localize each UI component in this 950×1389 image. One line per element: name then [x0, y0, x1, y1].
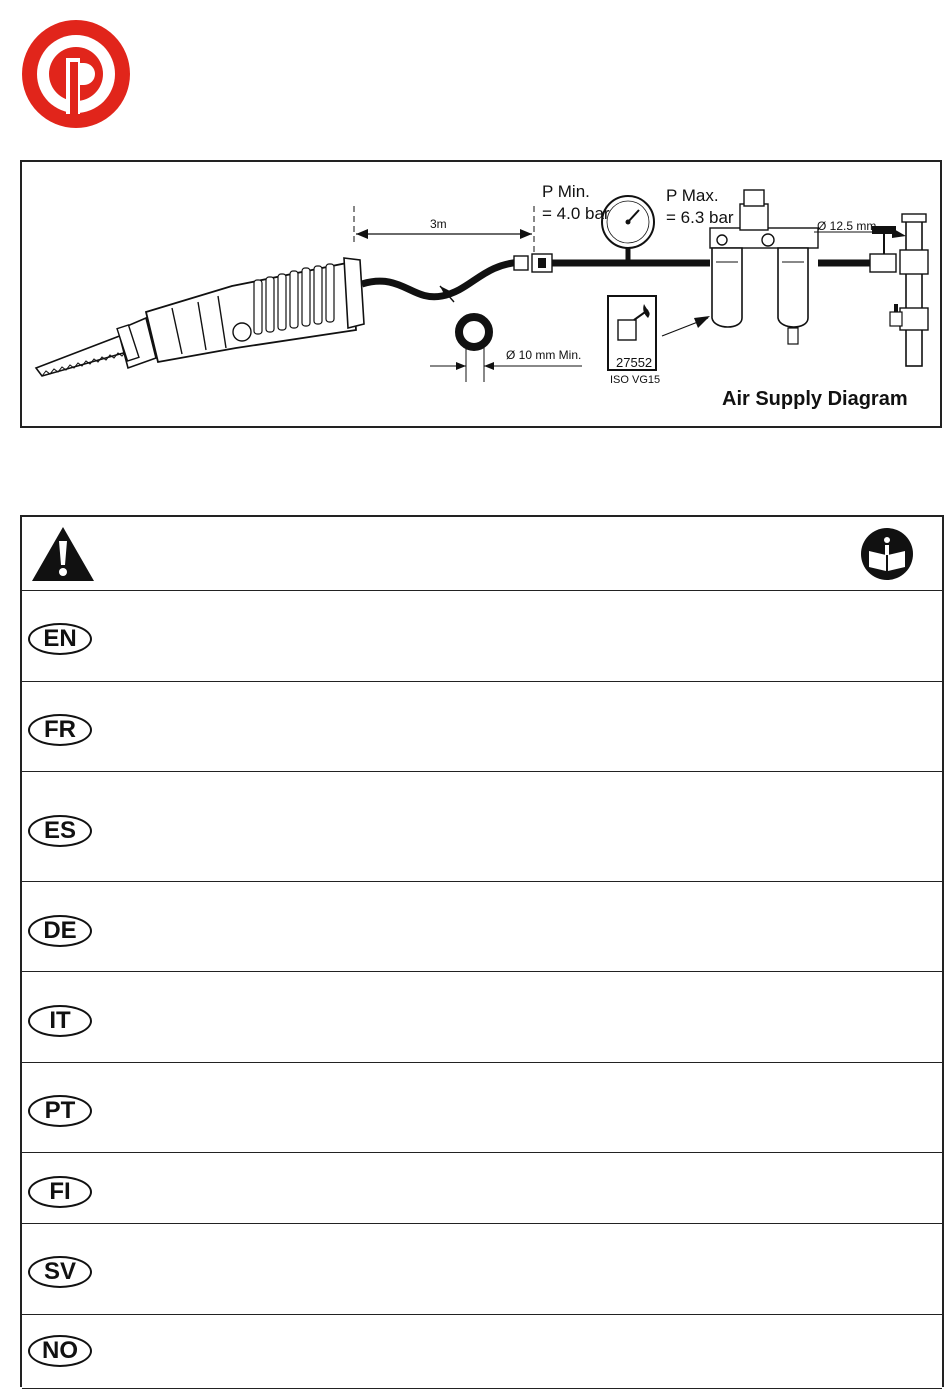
pipe-diameter-label: Ø 12.5 mm [817, 219, 877, 233]
air-supply-diagram [20, 160, 942, 428]
read-manual-icon [860, 527, 914, 581]
hose-length-label: 3m [430, 217, 447, 231]
language-table [20, 515, 944, 1387]
lang-badge-fi: FI [28, 1176, 92, 1208]
p-max-value: = 6.3 bar [666, 208, 734, 227]
lang-row-es [22, 772, 942, 882]
air-supply-illustration [22, 162, 940, 426]
lang-row-fi [22, 1153, 942, 1224]
lang-row-pt [22, 1063, 942, 1153]
hose-diameter-label: Ø 10 mm Min. [506, 348, 582, 362]
lang-badge-it: IT [28, 1005, 92, 1037]
lang-row-en [22, 591, 942, 682]
lang-row-fr [22, 682, 942, 772]
p-min-value: = 4.0 bar [542, 204, 610, 223]
p-max-label: P Max. [666, 186, 719, 205]
safety-header-row [22, 517, 942, 591]
lang-badge-en: EN [28, 623, 92, 655]
lang-badge-es: ES [28, 815, 92, 847]
warning-triangle-icon [30, 525, 96, 583]
lang-row-no [22, 1315, 942, 1389]
lang-badge-no: NO [28, 1335, 92, 1367]
lang-badge-sv: SV [28, 1256, 92, 1288]
lang-badge-de: DE [28, 915, 92, 947]
p-min-label: P Min. [542, 182, 590, 201]
cp-logo-icon [20, 18, 132, 130]
lang-badge-fr: FR [28, 714, 92, 746]
oil-grade-label: ISO VG15 [610, 374, 661, 386]
lang-badge-pt: PT [28, 1095, 92, 1127]
lang-row-sv [22, 1224, 942, 1315]
diagram-title: Air Supply Diagram [722, 388, 908, 410]
lang-row-de [22, 882, 942, 972]
oil-number-label: 27552 [616, 355, 653, 370]
lang-row-it [22, 972, 942, 1063]
